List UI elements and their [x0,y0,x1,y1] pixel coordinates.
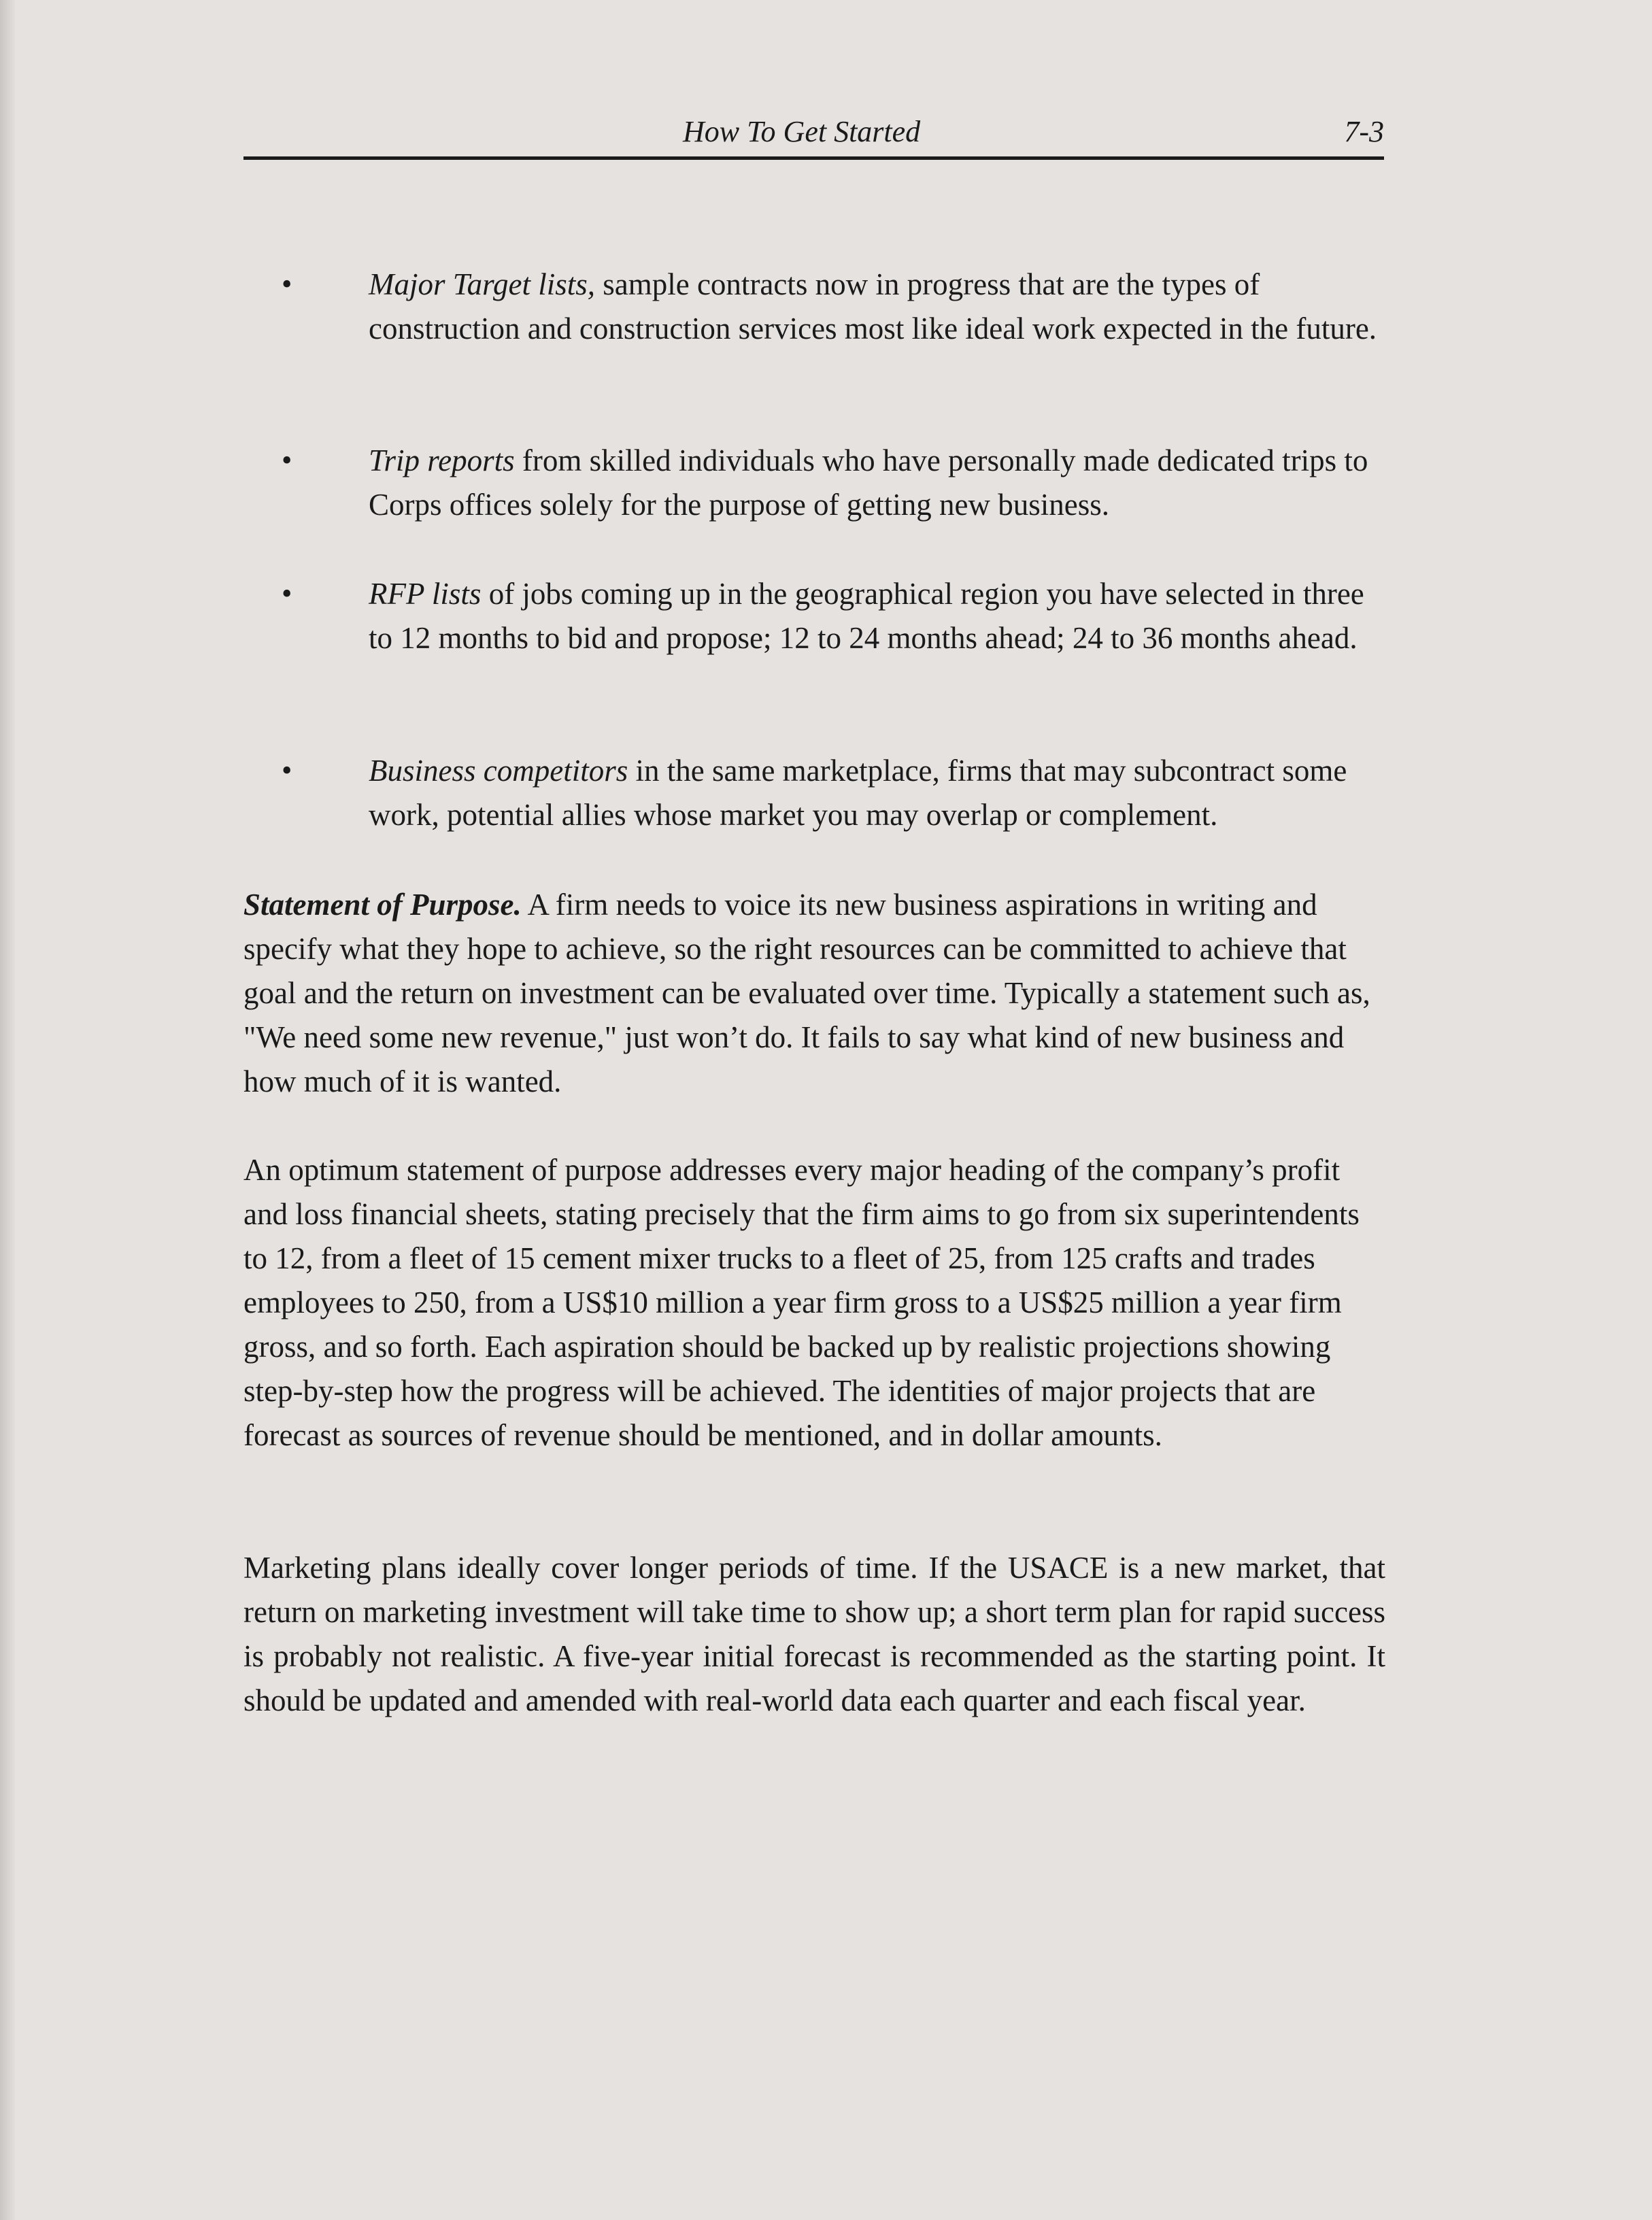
bullet-term: Business competitors [369,754,628,788]
page-edge-shadow [0,0,15,2220]
body-paragraph: An optimum statement of purpose addresses every major heading of the company’s profit and loss financial sheets, stating precisely that the firm aims to go from six superintendents to 12, from a fleet of 15 cement mixer trucks to a fleet of 25, from 125 crafts and trades employees to 250, from a US$10 million a year firm gross to a US$25 million a year firm gross, and so forth. Each aspiration should be backed up by realistic projections showing step-by-step how the progress will be achieved. The identities of major projects that are forecast as sources of revenue should be mentioned, and in dollar amounts. [243,1153,1360,1452]
bullet-text: sample contracts now in progress that are the types of construction and construction services most like ideal work expected in the future. [369,267,1377,346]
bullet-term: Major Target lists, [369,267,595,301]
bullet-marker: • [282,267,292,301]
bullet-marker: • [282,754,292,787]
bullet-item-rfp-lists [369,572,1385,660]
bullet-text: of jobs coming up in the geographical region you have selected in three to 12 months to bid and propose; 12 to 24 months ahead; 24 to 36 months ahead. [369,577,1364,655]
bullet-item-business-competitors [369,749,1385,837]
paragraph-text: A firm needs to voice its new business aspirations in writing and specify what they hope to achieve, so the right resources can be committed to achieve that goal and the return on investment can be evaluated over time. Typically a statement such as, "We need some new revenue," just won’t do. It fails to say what kind of new business and how much of it is wanted. [243,888,1370,1098]
bullet-item-major-target-lists [369,263,1385,351]
header-rule [243,156,1384,160]
running-header-title: How To Get Started [683,115,921,148]
statement-of-purpose-paragraph [243,883,1385,1104]
bullet-term: Trip reports [369,443,515,477]
body-paragraph: Marketing plans ideally cover longer periods of time. If the USACE is a new market, that return on marketing investment will take time to show up; a short term plan for rapid success is probably not realistic. A five-year initial forecast is recommended as the starting point. It should be updated and amended with real-world data each quarter and each fiscal year. [243,1551,1385,1717]
bullet-text: from skilled individuals who have personally made dedicated trips to Corps offices solely for the purpose of getting new business. [369,443,1368,522]
bullet-marker: • [282,577,292,610]
bullet-marker: • [282,443,292,477]
bullet-item-trip-reports [369,439,1385,527]
running-header [243,114,1384,156]
bullet-term: RFP lists [369,577,482,611]
page-number: 7-3 [1344,115,1384,148]
bullet-text: in the same marketplace, firms that may subcontract some work, potential allies whose market you may overlap or complement. [369,754,1347,832]
section-heading: Statement of Purpose. [243,888,522,922]
